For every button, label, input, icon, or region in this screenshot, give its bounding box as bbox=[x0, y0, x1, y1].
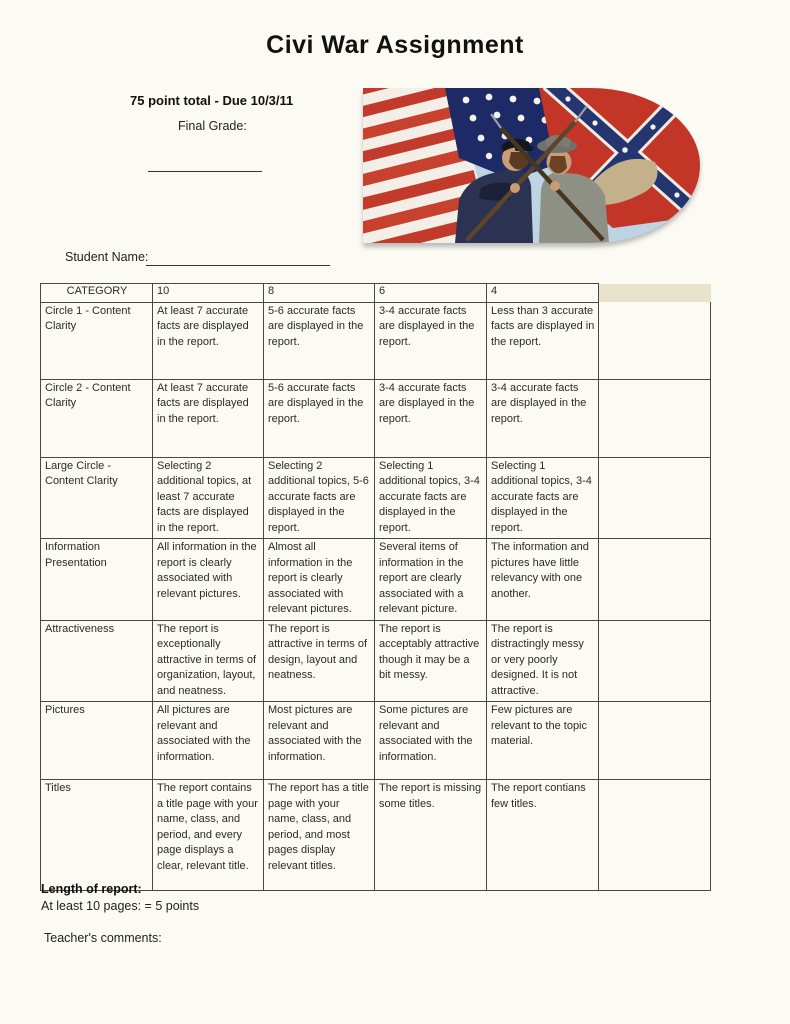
cell-8: Selecting 2 additional topics, 5-6 accurate facts are displayed in the report. bbox=[264, 457, 375, 539]
cell-4: Few pictures are relevant to the topic material. bbox=[487, 702, 599, 780]
row-category: Circle 1 - Content Clarity bbox=[41, 302, 153, 379]
row-category: Pictures bbox=[41, 702, 153, 780]
table-row bbox=[41, 379, 711, 457]
cell-10: The report is exceptionally attractive in terms of organization, layout, and neatness. bbox=[153, 620, 264, 702]
cell-6: The report is acceptably attractive though it may be a bit messy. bbox=[375, 620, 487, 702]
cell-8: The report is attractive in terms of design, layout and neatness. bbox=[264, 620, 375, 702]
cell-10: The report contains a title page with your name, class, and period, and every page displays a clear, relevant title. bbox=[153, 780, 264, 891]
cell-score-blank bbox=[599, 302, 711, 379]
cell-10: At least 7 accurate facts are displayed in the report. bbox=[153, 379, 264, 457]
row-category: Attractiveness bbox=[41, 620, 153, 702]
table-row bbox=[41, 620, 711, 702]
cell-4: Less than 3 accurate facts are displayed in the report. bbox=[487, 302, 599, 379]
row-category: Information Presentation bbox=[41, 539, 153, 621]
cell-4: Selecting 1 additional topics, 3-4 accurate facts are displayed in the report. bbox=[487, 457, 599, 539]
rubric-table bbox=[40, 283, 711, 891]
cell-6: Selecting 1 additional topics, 3-4 accurate facts are displayed in the report. bbox=[375, 457, 487, 539]
length-of-report-label: Length of report: bbox=[41, 882, 142, 896]
table-row bbox=[41, 302, 711, 379]
header-score-blank bbox=[599, 284, 711, 303]
table-row bbox=[41, 457, 711, 539]
row-category: Circle 2 - Content Clarity bbox=[41, 379, 153, 457]
cell-6: Several items of information in the report are clearly associated with a relevant picture. bbox=[375, 539, 487, 621]
cell-score-blank bbox=[599, 379, 711, 457]
row-category: Large Circle - Content Clarity bbox=[41, 457, 153, 539]
points-total-due-date: 75 point total - Due 10/3/11 bbox=[130, 93, 294, 108]
student-name-label: Student Name: bbox=[65, 250, 149, 264]
cell-score-blank bbox=[599, 457, 711, 539]
cell-10: All information in the report is clearly associated with relevant pictures. bbox=[153, 539, 264, 621]
header-8: 8 bbox=[264, 284, 375, 303]
cell-4: 3-4 accurate facts are displayed in the report. bbox=[487, 379, 599, 457]
cell-score-blank bbox=[599, 780, 711, 891]
header-row bbox=[41, 284, 711, 303]
final-grade-blank-line bbox=[148, 156, 262, 172]
cell-score-blank bbox=[599, 702, 711, 780]
cell-10: At least 7 accurate facts are displayed in the report. bbox=[153, 302, 264, 379]
cell-10: All pictures are relevant and associated with the information. bbox=[153, 702, 264, 780]
table-row bbox=[41, 702, 711, 780]
length-of-report-detail: At least 10 pages: = 5 points bbox=[41, 899, 200, 913]
cell-8: The report has a title page with your name, class, and period, and most pages display relevant titles. bbox=[264, 780, 375, 891]
cell-6: The report is missing some titles. bbox=[375, 780, 487, 891]
cell-score-blank bbox=[599, 539, 711, 621]
header-6: 6 bbox=[375, 284, 487, 303]
civil-war-soldiers-image bbox=[363, 88, 700, 243]
cell-8: 5-6 accurate facts are displayed in the report. bbox=[264, 379, 375, 457]
table-row bbox=[41, 539, 711, 621]
teacher-comments-label: Teacher's comments: bbox=[44, 931, 162, 945]
cell-4: The report is distractingly messy or very poorly designed. It is not attractive. bbox=[487, 620, 599, 702]
cell-4: The information and pictures have little relevancy with one another. bbox=[487, 539, 599, 621]
student-name-blank-line bbox=[146, 250, 330, 266]
table-row bbox=[41, 780, 711, 891]
cell-6: 3-4 accurate facts are displayed in the report. bbox=[375, 302, 487, 379]
cell-6: 3-4 accurate facts are displayed in the report. bbox=[375, 379, 487, 457]
cell-4: The report contians few titles. bbox=[487, 780, 599, 891]
cell-score-blank bbox=[599, 620, 711, 702]
cell-10: Selecting 2 additional topics, at least 7 accurate facts are displayed in the report. bbox=[153, 457, 264, 539]
header-4: 4 bbox=[487, 284, 599, 303]
header-category: CATEGORY bbox=[41, 284, 153, 303]
cell-8: Most pictures are relevant and associated with the information. bbox=[264, 702, 375, 780]
cell-8: Almost all information in the report is clearly associated with relevant pictures. bbox=[264, 539, 375, 621]
row-category: Titles bbox=[41, 780, 153, 891]
cell-8: 5-6 accurate facts are displayed in the report. bbox=[264, 302, 375, 379]
header-10: 10 bbox=[153, 284, 264, 303]
final-grade-label: Final Grade: bbox=[178, 119, 247, 133]
cell-6: Some pictures are relevant and associated with the information. bbox=[375, 702, 487, 780]
civil-war-painting-svg bbox=[363, 88, 700, 243]
page-title: Civi War Assignment bbox=[266, 31, 524, 59]
